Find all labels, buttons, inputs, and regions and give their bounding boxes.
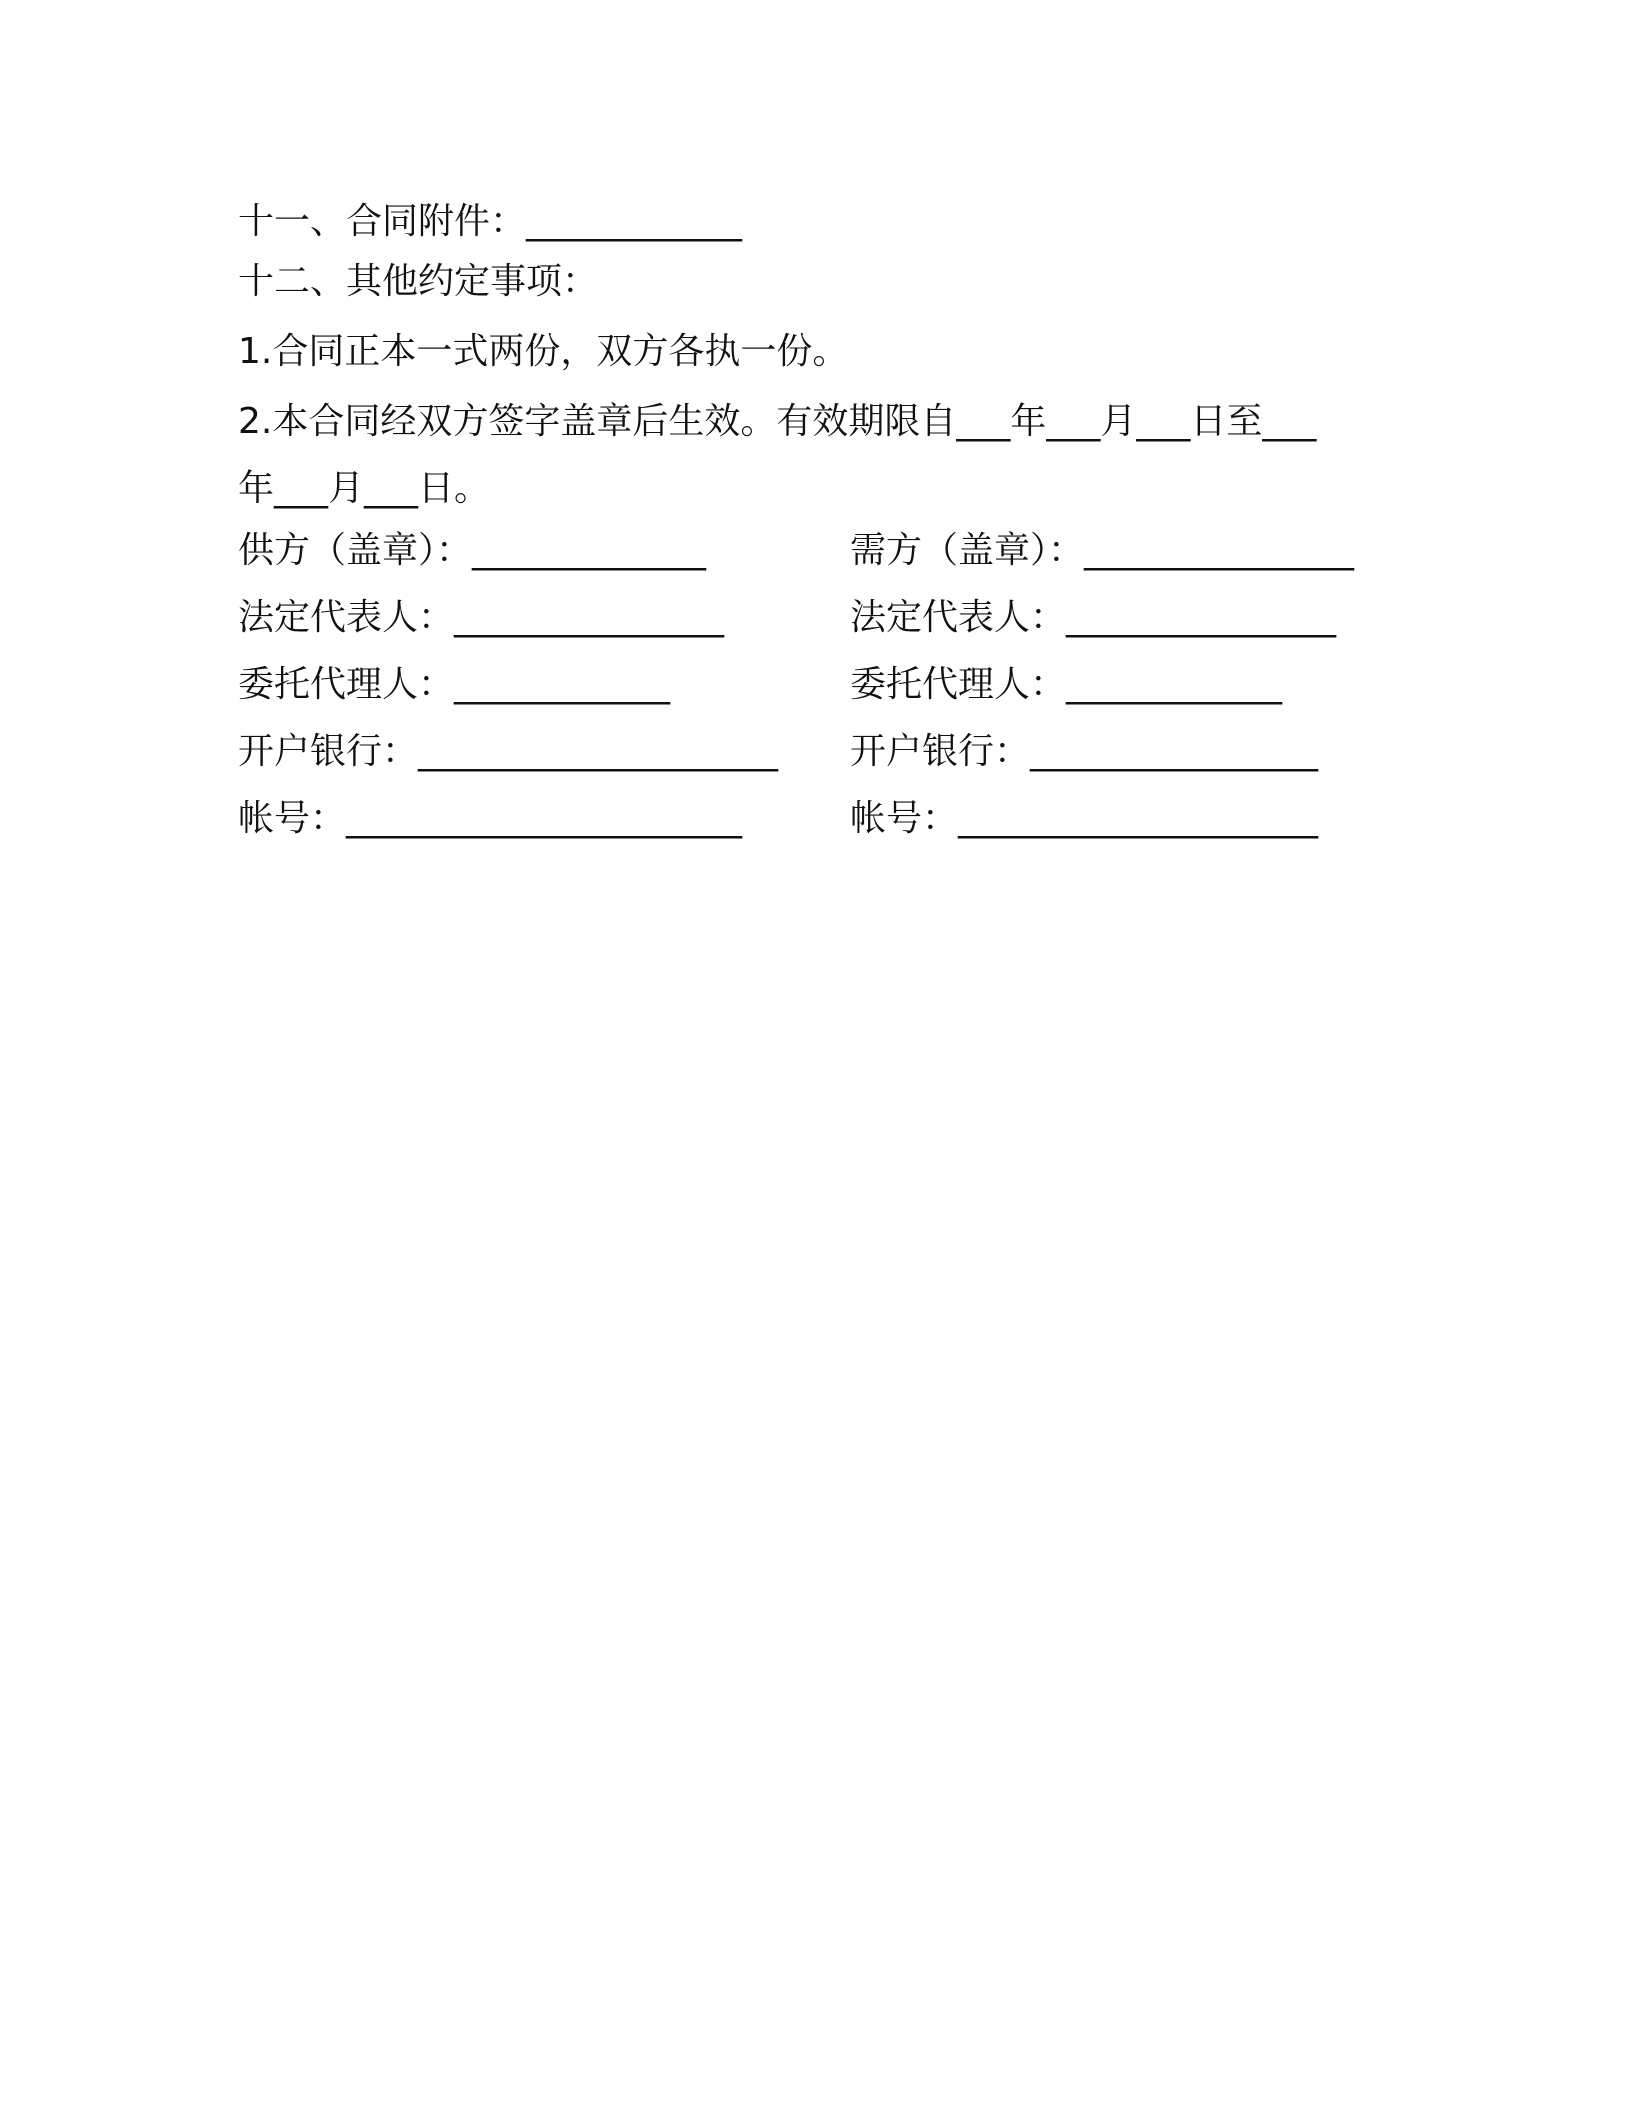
item-1-text: 1.合同正本一式两份，双方各执一份。 (238, 331, 849, 372)
date-blank: ___ (364, 468, 419, 509)
month-label: 月 (1100, 401, 1137, 442)
buyer-seal (850, 527, 1354, 575)
signature-row-account (238, 795, 1398, 843)
supplier-bank-blank: ____________________ (418, 731, 779, 772)
date-blank: ___ (1046, 401, 1101, 442)
clause-12 (238, 258, 598, 306)
supplier-bank-label: 开户银行： (238, 731, 419, 772)
clause-11-label: 十一、合同附件： (238, 201, 527, 242)
buyer-seal-label: 需方（盖章）： (850, 530, 1085, 571)
buyer-agent-label: 委托代理人： (850, 664, 1067, 705)
date-blank: ___ (956, 401, 1011, 442)
year-label: 年 (238, 468, 275, 509)
supplier-rep-blank: _______________ (454, 597, 725, 638)
clause-11 (238, 198, 742, 246)
supplier-seal-label: 供方（盖章）： (238, 530, 473, 571)
supplier-account-label: 帐号： (238, 798, 347, 839)
date-blank: ___ (1262, 401, 1317, 442)
buyer-rep (850, 594, 1336, 642)
item-1 (238, 328, 848, 376)
buyer-agent-blank: ____________ (1066, 664, 1283, 705)
supplier-account (238, 795, 742, 843)
buyer-bank-blank: ________________ (1030, 731, 1319, 772)
date-blank: ___ (1136, 401, 1191, 442)
buyer-account (850, 795, 1318, 843)
signature-row-bank (238, 728, 1398, 776)
supplier-agent-blank: ____________ (454, 664, 671, 705)
day-end-label: 日。 (418, 468, 491, 509)
buyer-account-blank: ____________________ (958, 798, 1319, 839)
supplier-bank (238, 728, 778, 776)
supplier-agent-label: 委托代理人： (238, 664, 455, 705)
item-2-line-1 (238, 398, 1316, 446)
signature-row-rep (238, 594, 1398, 642)
buyer-bank (850, 728, 1318, 776)
buyer-account-label: 帐号： (850, 798, 959, 839)
clause-11-blank: ____________ (526, 201, 743, 242)
buyer-seal-blank: _______________ (1084, 530, 1355, 571)
day-to-label: 日至 (1190, 401, 1263, 442)
buyer-agent (850, 661, 1282, 709)
month-label: 月 (328, 468, 365, 509)
buyer-rep-blank: _______________ (1066, 597, 1337, 638)
signature-row-agent (238, 661, 1398, 709)
clause-12-label: 十二、其他约定事项： (238, 261, 599, 302)
buyer-rep-label: 法定代表人： (850, 597, 1067, 638)
year-label: 年 (1010, 401, 1047, 442)
supplier-rep (238, 594, 724, 642)
signature-row-seal (238, 527, 1398, 575)
supplier-agent (238, 661, 670, 709)
supplier-account-blank: ______________________ (346, 798, 743, 839)
supplier-seal-blank: _____________ (472, 530, 707, 571)
buyer-bank-label: 开户银行： (850, 731, 1031, 772)
supplier-seal (238, 527, 706, 575)
item-2-text: 2.本合同经双方签字盖章后生效。有效期限自 (238, 401, 957, 442)
supplier-rep-label: 法定代表人： (238, 597, 455, 638)
date-blank: ___ (274, 468, 329, 509)
item-2-line-2 (238, 465, 490, 513)
